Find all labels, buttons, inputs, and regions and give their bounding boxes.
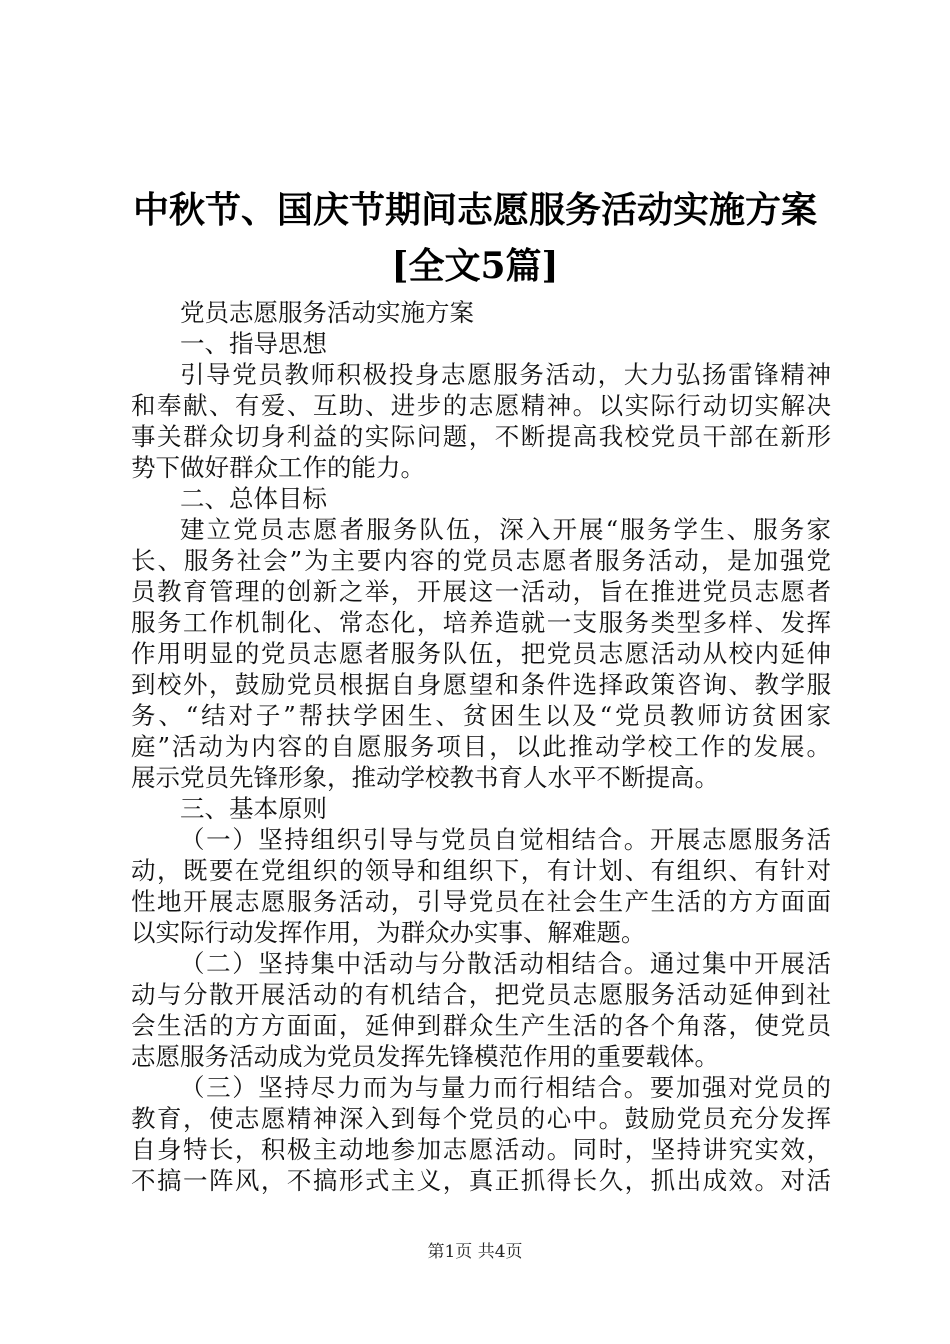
document-body	[131, 297, 831, 1196]
text-line: 长、服务社会”为主要内容的党员志愿者服务活动，是加强党	[131, 546, 831, 575]
text-line: 作用明显的党员志愿者服务队伍，把党员志愿活动从校内延伸	[131, 639, 831, 668]
text-line: 动与分散开展活动的有机结合，把党员志愿服务活动延伸到社	[131, 980, 831, 1009]
text-line: 到校外，鼓励党员根据自身愿望和条件选择政策咨询、教学服	[131, 670, 831, 699]
text-line: 以实际行动发挥作用，为群众办实事、解难题。	[131, 918, 646, 947]
text-line: 自身特长，积极主动地参加志愿活动。同时，坚持讲究实效，	[131, 1135, 831, 1164]
paragraph-heading-plan: 党员志愿服务活动实施方案	[180, 298, 474, 327]
text-line: 志愿服务活动成为党员发挥先锋模范作用的重要载体。	[131, 1042, 719, 1071]
text-line: 务、“结对子”帮扶学困生、贫困生以及“党员教师访贫困家	[131, 701, 831, 730]
document-title: 中秋节、国庆节期间志愿服务活动实施方案	[132, 189, 817, 231]
text-line: 性地开展志愿服务活动，引导党员在社会生产生活的方方面面	[131, 887, 831, 916]
text-line: 动，既要在党组织的领导和组织下，有计划、有组织、有针对	[131, 856, 831, 885]
text-line: 和奉献、有爱、互助、进步的志愿精神。以实际行动切实解决	[131, 391, 831, 420]
text-line: 员教育管理的创新之举，开展这一活动，旨在推进党员志愿者	[131, 577, 831, 606]
text-line: （二）坚持集中活动与分散活动相结合。通过集中开展活	[180, 949, 831, 978]
text-line: 教育，使志愿精神深入到每个党员的心中。鼓励党员充分发挥	[131, 1104, 831, 1133]
text-line: （一）坚持组织引导与党员自觉相结合。开展志愿服务活	[180, 825, 831, 854]
text-line: 服务工作机制化、常态化，培养造就一支服务类型多样、发挥	[131, 608, 831, 637]
document-title-subtitle: [全文5篇]	[391, 245, 559, 287]
section-heading-basic-principles: 三、基本原则	[180, 794, 327, 823]
section-heading-guiding-ideology: 一、指导思想	[180, 329, 327, 358]
text-line: 展示党员先锋形象，推动学校教书育人水平不断提高。	[131, 763, 719, 792]
text-line: 引导党员教师积极投身志愿服务活动，大力弘扬雷锋精神	[180, 360, 831, 389]
text-line: 事关群众切身利益的实际问题，不断提高我校党员干部在新形	[131, 422, 831, 451]
text-line: 庭”活动为内容的自愿服务项目，以此推动学校工作的发展。	[131, 732, 831, 761]
text-line: 势下做好群众工作的能力。	[131, 453, 425, 482]
text-line: 建立党员志愿者服务队伍，深入开展“服务学生、服务家	[180, 515, 831, 544]
page-number-footer: 第1页 共4页	[427, 1242, 523, 1262]
text-line: （三）坚持尽力而为与量力而行相结合。要加强对党员的	[180, 1073, 831, 1102]
text-line: 会生活的方方面面，延伸到群众生产生活的各个角落，使党员	[131, 1011, 831, 1040]
section-heading-overall-goal: 二、总体目标	[180, 484, 327, 513]
text-line: 不搞一阵风，不搞形式主义，真正抓得长久，抓出成效。对活	[131, 1166, 831, 1195]
